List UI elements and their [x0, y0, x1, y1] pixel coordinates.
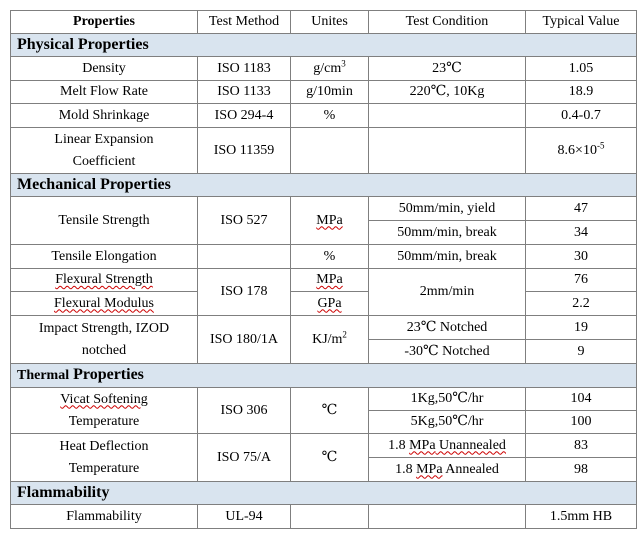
- section-mechanical-title: Mechanical Properties: [11, 174, 637, 197]
- test-method: ISO 1133: [198, 81, 291, 104]
- header-typical-value: Typical Value: [526, 11, 637, 34]
- unit: GPa: [291, 292, 369, 316]
- property-name: Linear Expansion Coefficient: [11, 128, 198, 174]
- property-name: Vicat Softening Temperature: [11, 388, 198, 434]
- table-row: [11, 57, 637, 81]
- unit: [291, 128, 369, 174]
- test-method: ISO 306: [198, 388, 291, 434]
- header-test-condition: Test Condition: [369, 11, 526, 34]
- typical-value: 100: [526, 411, 637, 434]
- section-mechanical: [11, 174, 637, 197]
- test-condition: [369, 505, 526, 529]
- table-row: [11, 245, 637, 269]
- header-row: [11, 11, 637, 34]
- unit: g/10min: [291, 81, 369, 104]
- typical-value: 18.9: [526, 81, 637, 104]
- test-method: ISO 11359: [198, 128, 291, 174]
- typical-value: 83: [526, 434, 637, 458]
- typical-value: 30: [526, 245, 637, 269]
- unit: ℃: [291, 434, 369, 482]
- test-method: UL-94: [198, 505, 291, 529]
- table-row: [11, 292, 637, 316]
- typical-value: 19: [526, 316, 637, 340]
- section-flammability: [11, 482, 637, 505]
- test-condition: 50mm/min, yield: [369, 197, 526, 221]
- test-condition: [369, 104, 526, 128]
- test-condition: 1Kg,50℃/hr: [369, 388, 526, 411]
- section-physical: [11, 34, 637, 57]
- test-method: [198, 245, 291, 269]
- property-name: Impact Strength, IZOD notched: [11, 316, 198, 364]
- typical-value: 76: [526, 269, 637, 292]
- unit: MPa: [291, 269, 369, 292]
- unit: [291, 505, 369, 529]
- section-thermal-title: Thermal Properties: [11, 364, 637, 388]
- unit: %: [291, 245, 369, 269]
- typical-value: 34: [526, 221, 637, 245]
- property-name: Flexural Strength: [11, 269, 198, 292]
- test-condition: 50mm/min, break: [369, 245, 526, 269]
- test-method: ISO 75/A: [198, 434, 291, 482]
- test-method: ISO 294-4: [198, 104, 291, 128]
- property-name: Flammability: [11, 505, 198, 529]
- typical-value: 1.05: [526, 57, 637, 81]
- properties-table: [10, 10, 637, 529]
- header-properties: Properties: [11, 11, 198, 34]
- property-name: Tensile Elongation: [11, 245, 198, 269]
- test-condition: -30℃ Notched: [369, 340, 526, 364]
- unit: MPa: [291, 197, 369, 245]
- table-row: [11, 197, 637, 221]
- section-thermal: [11, 364, 637, 388]
- test-condition: 5Kg,50℃/hr: [369, 411, 526, 434]
- property-name: Mold Shrinkage: [11, 104, 198, 128]
- unit: ℃: [291, 388, 369, 434]
- section-flammability-title: Flammability: [11, 482, 637, 505]
- table-row: [11, 81, 637, 104]
- property-name: Melt Flow Rate: [11, 81, 198, 104]
- typical-value: 2.2: [526, 292, 637, 316]
- unit: $KJ/m^2$: [291, 316, 369, 364]
- unit: %: [291, 104, 369, 128]
- test-condition: [369, 128, 526, 174]
- test-condition: 23℃: [369, 57, 526, 81]
- test-condition: 1.8 MPa Unannealed: [369, 434, 526, 458]
- typical-value: 47: [526, 197, 637, 221]
- test-condition: 2mm/min: [369, 269, 526, 316]
- property-name: Density: [11, 57, 198, 81]
- table-row: [11, 269, 637, 292]
- typical-value: 98: [526, 458, 637, 482]
- typical-value: $8.6\times 10^{-5}$: [526, 128, 637, 174]
- table-row: [11, 388, 637, 411]
- table-row: [11, 505, 637, 529]
- test-condition: 50mm/min, break: [369, 221, 526, 245]
- typical-value: 0.4-0.7: [526, 104, 637, 128]
- typical-value: 104: [526, 388, 637, 411]
- typical-value: 9: [526, 340, 637, 364]
- typical-value: 1.5mm HB: [526, 505, 637, 529]
- property-name: Heat Deflection Temperature: [11, 434, 198, 482]
- unit: $g/cm^3$: [291, 57, 369, 81]
- header-test-method: Test Method: [198, 11, 291, 34]
- section-physical-title: Physical Properties: [11, 34, 637, 57]
- table-row: [11, 434, 637, 458]
- table-row: [11, 104, 637, 128]
- test-method: ISO 1183: [198, 57, 291, 81]
- test-method: ISO 180/1A: [198, 316, 291, 364]
- property-name: Tensile Strength: [11, 197, 198, 245]
- header-unites: Unites: [291, 11, 369, 34]
- property-name: Flexural Modulus: [11, 292, 198, 316]
- test-condition: 1.8 MPa Annealed: [369, 458, 526, 482]
- table-row: [11, 128, 637, 174]
- test-condition: 220℃, 10Kg: [369, 81, 526, 104]
- test-condition: 23℃ Notched: [369, 316, 526, 340]
- table-row: [11, 316, 637, 340]
- test-method: ISO 527: [198, 197, 291, 245]
- test-method: ISO 178: [198, 269, 291, 316]
